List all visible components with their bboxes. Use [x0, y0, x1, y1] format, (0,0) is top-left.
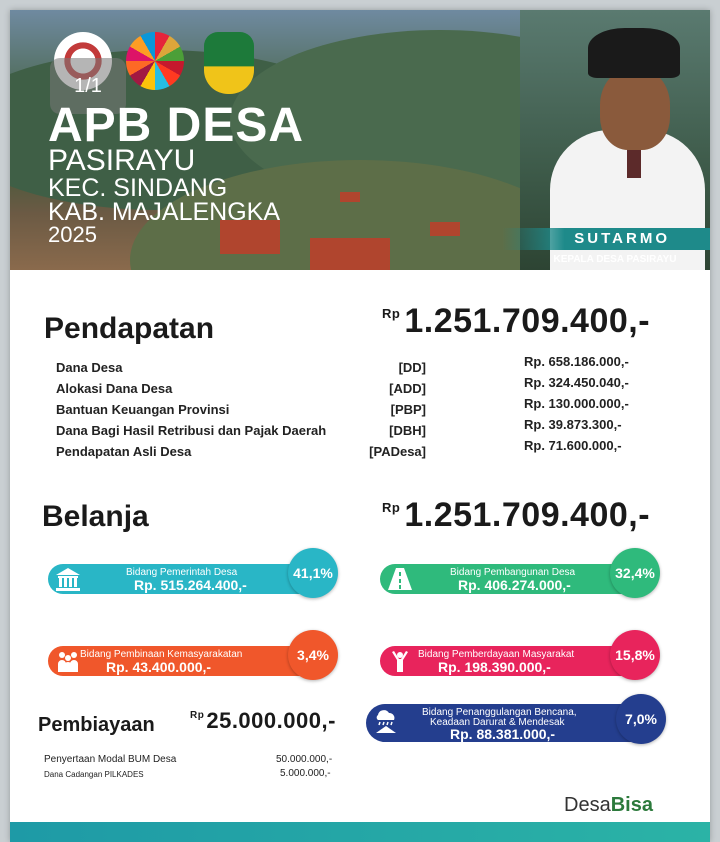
- empowerment-icon: [386, 648, 414, 674]
- belanja-item-pembangunan: Bidang Pembangunan Desa Rp. 406.274.000,-: [380, 564, 652, 594]
- income-row: Dana Bagi Hasil Retribusi dan Pajak Daerah [DBH] Rp. 39.873.300,-: [56, 417, 622, 438]
- belanja-item-bencana: Bidang Penanggulangan Bencana, Keadaan Darurat & Mendesak Rp. 88.381.000,-: [366, 704, 652, 742]
- disaster-icon: [372, 709, 400, 735]
- header-banner: [10, 10, 710, 270]
- currency-label: Rp: [382, 306, 401, 321]
- official-role: KEPALA DESA PASIRAYU: [553, 254, 677, 265]
- currency-label: Rp: [382, 500, 401, 515]
- district-name: KEC. SINDANG: [48, 174, 228, 202]
- financing-row: Dana Cadangan PILKADES: [44, 770, 144, 779]
- budget-year: 2025: [48, 222, 97, 247]
- percent-badge: 7,0%: [616, 694, 666, 744]
- desa-bisa-logo: DesaBisa: [564, 794, 653, 816]
- apb-desa-poster: [10, 10, 710, 842]
- road-icon: [386, 566, 414, 592]
- percent-badge: 32,4%: [610, 548, 660, 598]
- belanja-title: Belanja: [42, 500, 149, 533]
- house-roof: [310, 238, 390, 270]
- currency-label: Rp: [190, 710, 205, 721]
- poster-title: APB DESA: [48, 99, 305, 152]
- income-row: Alokasi Dana Desa [ADD] Rp. 324.450.040,-: [56, 375, 629, 396]
- financing-row: Penyertaan Modal BUM Desa: [44, 754, 177, 765]
- sdgs-logo-icon: [126, 32, 184, 90]
- regency-name: KAB. MAJALENGKA: [48, 198, 281, 226]
- official-face: [600, 68, 670, 150]
- income-row: Dana Desa [DD] Rp. 658.186.000,-: [56, 354, 629, 375]
- pendapatan-title: Pendapatan: [44, 312, 215, 345]
- pendapatan-total: $^{Rp}$ 1.251.709.400,-: [382, 302, 651, 340]
- belanja-item-pemerintah: Bidang Pemerintah Desa Rp. 515.264.400,-: [48, 564, 320, 594]
- percent-badge: 15,8%: [610, 630, 660, 680]
- official-cap: [588, 28, 680, 78]
- financing-value: 5.000.000,-: [280, 768, 331, 779]
- community-icon: [54, 648, 82, 674]
- income-row: Bantuan Keuangan Provinsi [PBP] Rp. 130.000.000,-: [56, 396, 629, 417]
- building-icon: [54, 566, 82, 592]
- belanja-item-pembinaan: Bidang Pembinaan Kemasyarakatan Rp. 43.400.000,-: [48, 646, 320, 676]
- house-roof: [340, 192, 360, 202]
- house-roof: [430, 222, 460, 236]
- pembiayaan-title: Pembiayaan: [38, 714, 155, 736]
- majalengka-emblem-icon: [204, 32, 254, 94]
- percent-badge: 3,4%: [288, 630, 338, 680]
- village-name: PASIRAYU: [48, 144, 196, 177]
- income-row: Pendapatan Asli Desa [PADesa] Rp. 71.600.000,-: [56, 438, 622, 459]
- official-name: SUTARMO: [502, 228, 710, 250]
- financing-value: 50.000.000,-: [276, 754, 333, 765]
- page-indicator[interactable]: 1/1: [50, 58, 126, 114]
- footer-stripe: [10, 822, 710, 842]
- pembiayaan-total: $^{Rp}$25.000.000,-: [190, 708, 336, 733]
- belanja-total: $^{Rp}$ 1.251.709.400,-: [382, 496, 651, 534]
- belanja-item-pemberdayaan: Bidang Pemberdayaan Masyarakat Rp. 198.390.000,-: [380, 646, 652, 676]
- percent-badge: 41,1%: [288, 548, 338, 598]
